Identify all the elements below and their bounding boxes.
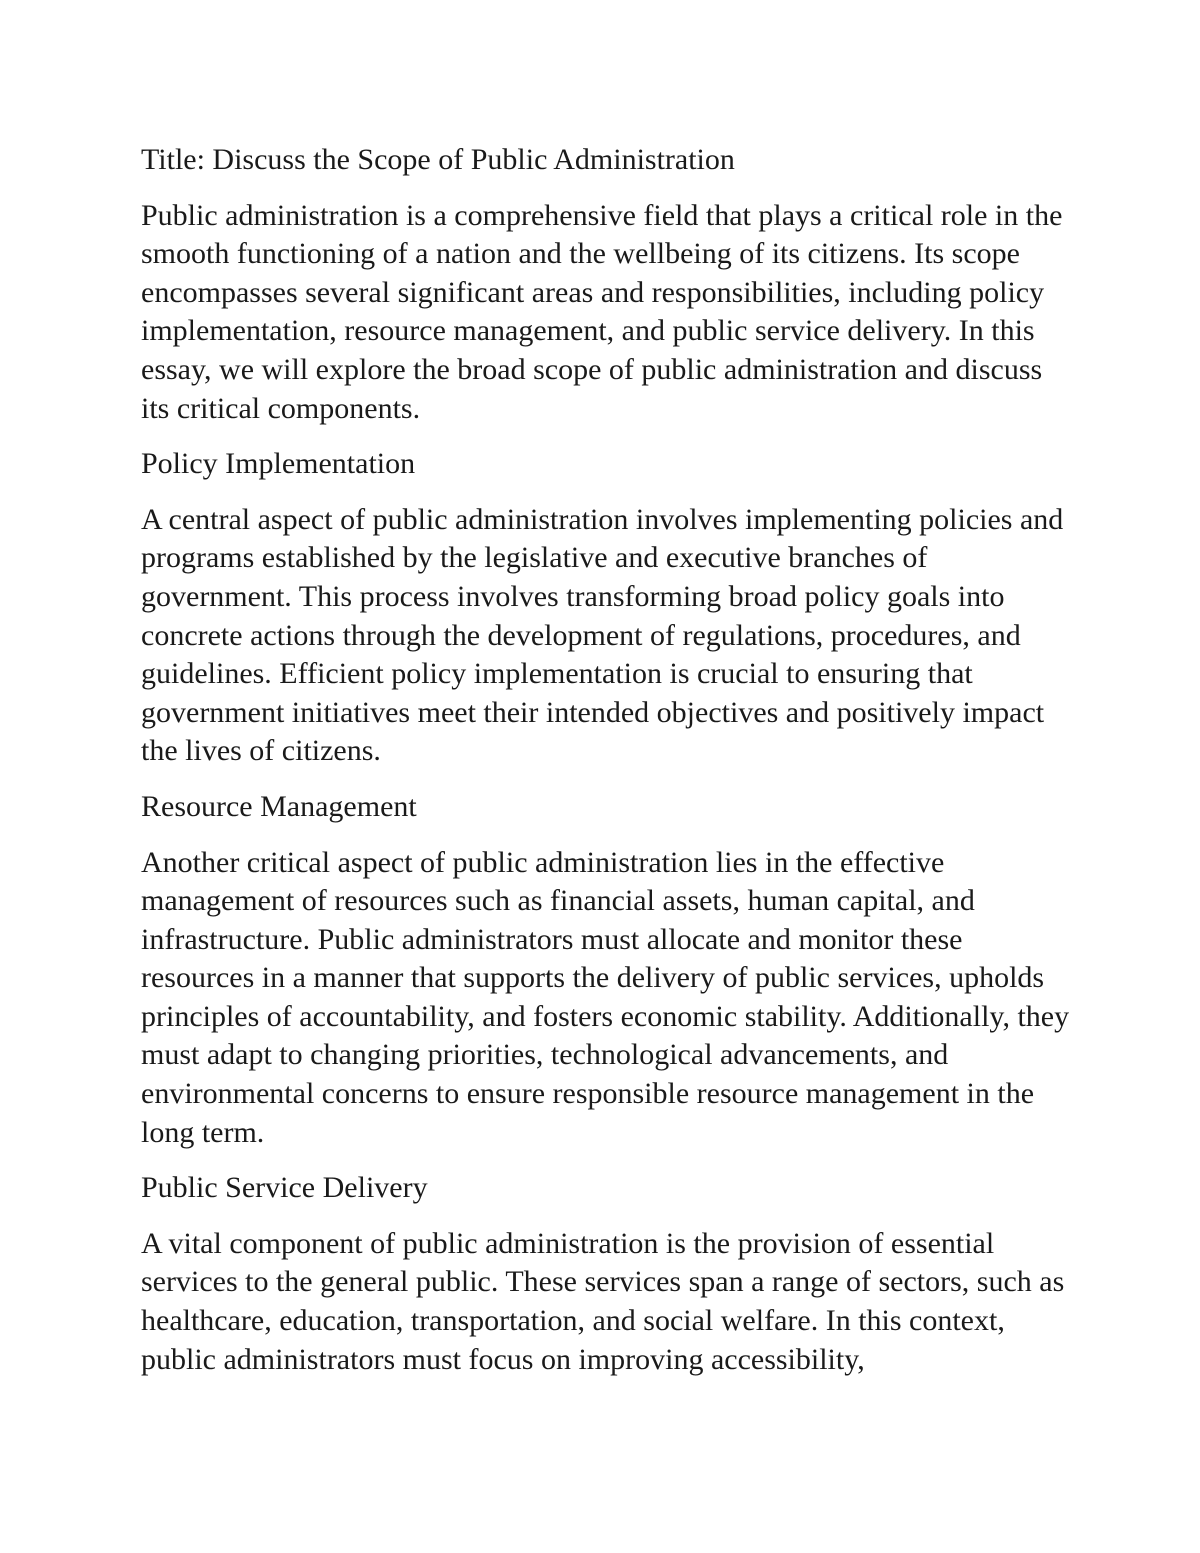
- section-heading-resource-management: Resource Management: [141, 789, 417, 823]
- document-body: [141, 141, 1071, 1396]
- document-title: Title: Discuss the Scope of Public Administration: [141, 143, 735, 176]
- section-heading-policy-implementation: Policy Implementation: [141, 447, 416, 481]
- section-body-resource-management: Another critical aspect of public administration lies in the effective management of resources such as financial assets, human capital, and infrastructure. Public administrators must allocate and monitor these resources in a manner that supports the delivery of public services, upholds principles of accountability, and fosters economic stability. Additionally, they must adapt to changing priorities, technological advancements, and environmental concerns to ensure responsible resource management in the long term.: [141, 845, 1070, 1149]
- section-body-policy-implementation: A central aspect of public administration involves implementing policies and programs established by the legislative and executive branches of government. This process involves transforming broad policy goals into concrete actions through the development of regulations, procedures, and guidelines. Efficient policy implementation is crucial to ensuring that government initiatives meet their intended objectives and positively impact the lives of citizens.: [141, 502, 1064, 768]
- section-body-public-service-delivery: A vital component of public administration is the provision of essential services to the general public. These services span a range of sectors, such as healthcare, education, transportation, and social welfare. In this context, public administrators must focus on improving accessibility,: [141, 1226, 1065, 1376]
- section-heading-public-service-delivery: Public Service Delivery: [141, 1171, 428, 1205]
- intro-paragraph: Public administration is a comprehensive field that plays a critical role in the smooth functioning of a nation and the wellbeing of its citizens. Its scope encompasses several significant areas and responsibilities, including policy implementation, resource management, and public service delivery. In this essay, we will explore the broad scope of public administration and discuss its critical components.: [141, 198, 1063, 425]
